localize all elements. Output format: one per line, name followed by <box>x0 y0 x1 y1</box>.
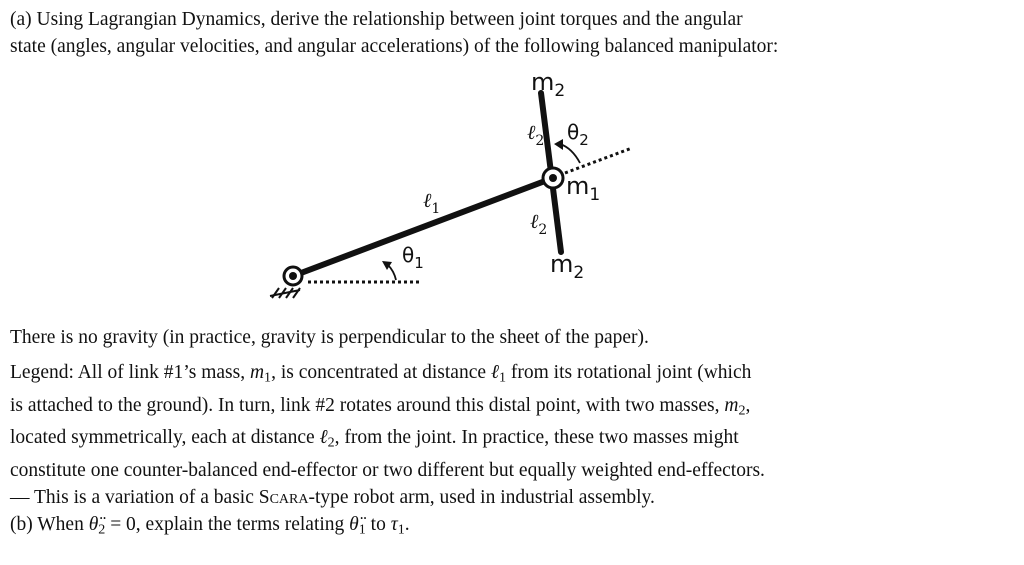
legend-paragraph <box>10 359 950 511</box>
symbol-l2: ℓ$_2$ <box>319 427 335 451</box>
label-l1: ℓ$_1$ <box>423 188 441 217</box>
part-b-text-segment: = 0, explain the terms relating <box>105 514 350 535</box>
label-m1: $m_1$ <box>566 172 601 205</box>
part-b-text <box>10 511 950 544</box>
legend-line-5 <box>10 484 950 511</box>
base-joint <box>284 267 302 285</box>
symbol-m1: $m_1$ <box>249 362 272 386</box>
part-b-line <box>10 511 950 544</box>
theta2-arrowhead <box>554 139 563 150</box>
symbol-tau1: $\tau_1$ <box>390 514 405 538</box>
symbol-theta2-ddot: $\thetä_2$ <box>88 514 106 538</box>
legend-text: is attached to the ground). In turn, link #2 rotates around this distal point, with two masses, <box>10 394 725 416</box>
symbol-theta1-ddot: $\thetä_1$ <box>349 514 366 538</box>
legend-text: , <box>745 394 751 416</box>
label-l2-lower: ℓ$_2$ <box>530 209 548 238</box>
legend-text: -type robot arm, used in industrial assembly. <box>308 486 655 508</box>
part-b-text-segment: to <box>365 514 391 535</box>
label-m2-top: $m_2$ <box>531 68 566 101</box>
part-b-text-segment: . <box>404 514 410 535</box>
label-theta2: $\theta_2$ <box>567 120 589 149</box>
legend-line-2 <box>10 392 950 425</box>
legend-text: Legend: All of link #1’s mass, <box>10 362 250 383</box>
legend-text: from its rotational joint (which <box>506 362 752 383</box>
label-theta1: $\theta_1$ <box>402 243 424 272</box>
legend-text: , is concentrated at distance <box>271 362 491 383</box>
ground-hatch <box>270 288 300 298</box>
gravity-note-text: There is no gravity (in practice, gravity is perpendicular to the sheet of the paper). <box>10 327 649 348</box>
elbow-joint <box>543 168 563 188</box>
scara-term: Scara <box>258 486 309 508</box>
legend-text: located symmetrically, each at distance <box>10 427 320 448</box>
legend-line-3 <box>10 424 950 457</box>
theta1-arc-arrow <box>388 265 396 280</box>
label-m2-bottom: $m_2$ <box>550 250 585 283</box>
part-a-line-1: (a) Using Lagrangian Dynamics, derive the relationship between joint torques and the angular <box>10 9 743 30</box>
legend-text: — This is a variation of a basic <box>10 486 259 508</box>
symbol-l1: ℓ$_1$ <box>490 362 507 386</box>
gravity-note <box>10 324 950 351</box>
theta2-reference-line <box>565 148 632 173</box>
symbol-m2: $m_2$ <box>724 394 746 418</box>
part-a-line-2: state (angles, angular velocities, and angular accelerations) of the following balanced manipulator: <box>10 36 779 57</box>
part-b-text-segment: (b) When <box>10 514 89 535</box>
legend-text: , from the joint. In practice, these two masses might <box>334 427 739 448</box>
label-l2-upper: ℓ$_2$ <box>527 120 545 149</box>
legend-line-1 <box>10 359 950 392</box>
legend-line-4: constitute one counter-balanced end-effector or two different but equally weighted end-effectors. <box>10 459 765 481</box>
